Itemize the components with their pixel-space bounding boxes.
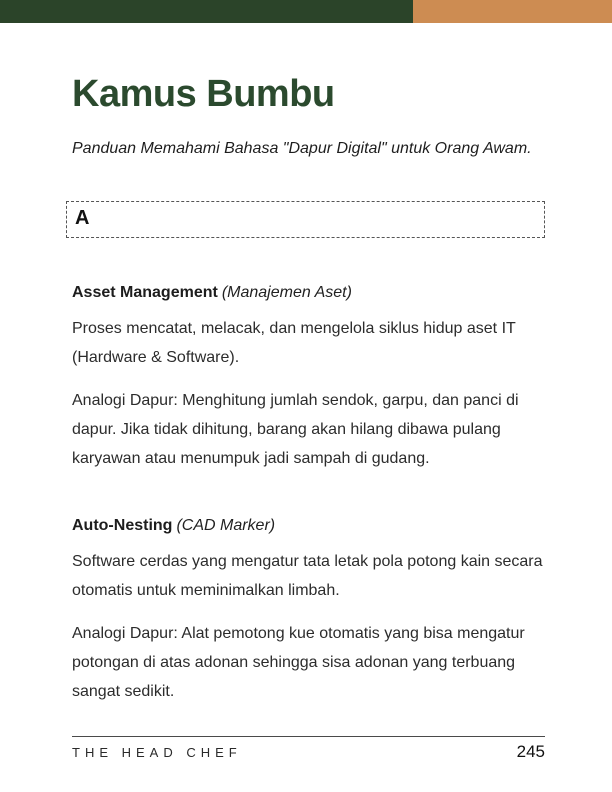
term-definition: Proses mencatat, melacak, dan mengelola siklus hidup aset IT (Hardware & Software). xyxy=(72,320,516,366)
term-line xyxy=(72,284,545,302)
top-bar-orange-segment xyxy=(413,0,612,23)
term-name: Auto-Nesting xyxy=(72,517,173,534)
glossary-entry-asset-management xyxy=(72,284,545,473)
term-definition: Software cerdas yang mengatur tata letak pola potong kain secara otomatis untuk meminimalkan limbah. xyxy=(72,553,543,599)
term-line xyxy=(72,517,545,535)
glossary-letter-label: A xyxy=(75,207,90,229)
page-subtitle: Panduan Memahami Bahasa "Dapur Digital" untuk Orang Awam. xyxy=(72,140,532,157)
top-accent-bar xyxy=(0,0,612,23)
glossary-letter-box xyxy=(66,201,545,238)
page-footer xyxy=(72,736,545,762)
term-name: Asset Management xyxy=(72,284,218,301)
footer-page-number: 245 xyxy=(516,742,545,761)
term-analogy: Analogi Dapur: Alat pemotong kue otomatis yang bisa mengatur potongan di atas adonan sehingga sisa adonan yang terbuang sangat sedikit. xyxy=(72,625,525,700)
page-content xyxy=(72,23,545,706)
term-translation: (Manajemen Aset) xyxy=(221,284,352,301)
term-translation: (CAD Marker) xyxy=(176,517,276,534)
glossary-entry-auto-nesting xyxy=(72,517,545,706)
term-analogy: Analogi Dapur: Menghitung jumlah sendok, garpu, dan panci di dapur. Jika tidak dihitung, barang akan hilang dibawa pulang karyawan atau menumpuk jadi sampah di gudang. xyxy=(72,392,519,467)
glossary-entries xyxy=(72,284,545,706)
footer-brand: THE HEAD CHEF xyxy=(72,745,242,760)
page-title: Kamus Bumbu xyxy=(72,73,335,115)
top-bar-green-segment xyxy=(0,0,413,23)
